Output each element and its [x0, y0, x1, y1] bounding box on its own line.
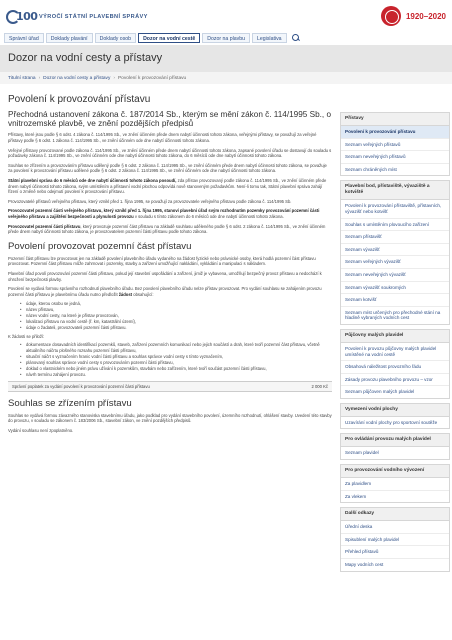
sidebar-item[interactable]: Povolení k provozování přístavu: [341, 126, 449, 139]
sidebar-group-odkazy: [340, 507, 450, 571]
list-item: • název vodní cesty, na které je přístav provozován,: [20, 313, 332, 319]
nav-tab-dozor-plavbu[interactable]: Dozor na plavbu: [202, 33, 250, 43]
sidebar-group-title: Vymezení vodní plochy: [341, 404, 449, 417]
sidebar-item[interactable]: Seznam neveřejných vývazišť: [341, 269, 449, 282]
nav-tab-doklady-osob[interactable]: Doklady osob: [95, 33, 136, 43]
sidebar-group-pristavy: [340, 112, 450, 176]
sidebar-item[interactable]: Seznam vývazišť: [341, 244, 449, 257]
anniversary-badge: [381, 6, 446, 26]
paragraph-text: zda přístav provozovaný podle zákona č. 114/1995 Sb., ve znění účinném přede dnem nabytí účinnosti tohoto zákona, svým umístěním a přístavní vodní plochou odpovídá nově stanoveným požadavkům. Není-li tomu tak, Státní plavební správa zahájí řízení o změně nebo odejmutí povolení k provozování přístavu.: [8, 177, 327, 195]
breadcrumb-separator-icon: ›: [38, 75, 41, 81]
sidebar-group-title: Pro provozování vodního vývození: [341, 465, 449, 478]
sidebar-item[interactable]: Úřední deska: [341, 521, 449, 534]
sidebar-group-pristaviste: [340, 180, 450, 325]
sidebar-item[interactable]: Seznam chráněných míst: [345, 166, 397, 172]
nav-tab-doklady-plavani[interactable]: Doklady plavání: [46, 33, 93, 43]
sidebar-item[interactable]: Seznam přístavišť: [341, 231, 449, 244]
list-item: • dokumentace dosavadních identifikací pozemků, staveb, zařízení pozemních komunikací nebo jejich součástí a drah, které tvoří pozemní část přístavu, včetně aktuálního náčrtu plošného rozsahu pozemní části přístavu,: [20, 342, 332, 354]
sidebar-item[interactable]: Povolení k provozování přístaviště, přístavních, vývazišť nebo kotvišť: [341, 200, 449, 218]
section-title: Souhlas se zřízením přístavu: [8, 397, 132, 409]
attachments-list: [20, 342, 332, 378]
sidebar-item[interactable]: Seznam půjčoven malých plavidel: [345, 389, 415, 395]
breadcrumb-section[interactable]: Dozor na vodní cesty a přístavy: [43, 75, 111, 81]
list-item: • údaje, kterou osobu se jedná,: [20, 301, 332, 307]
sidebar-group-title: Pro ovládání provozu malých plavidel: [341, 434, 449, 447]
sidebar: [340, 112, 450, 576]
paragraph: Plavební úřad povolí provozování pozemní části přístavu, pokud její stavební uspořádání a zařízení, jimiž je vybavena, umožňují bezpečný provoz přístavu a nedochází k ohrožení bezpečnosti plavby.: [8, 270, 322, 282]
sidebar-item[interactable]: Mapy vodních cest: [345, 562, 384, 568]
sidebar-item[interactable]: Seznam neveřejných přístavů: [341, 151, 449, 164]
sidebar-item[interactable]: Seznam veřejných přístavů: [341, 139, 449, 152]
main-nav: [0, 32, 452, 44]
sidebar-item[interactable]: Zásady provozu plavebního provozu – vzor: [341, 374, 449, 387]
sidebar-item[interactable]: Seznam míst určených pro přechodné stání na hladině vybraných vodních cest: [345, 309, 441, 321]
paragraph: Souhlas se vydává formou závazného stanoviska stavebnímu úřadu, jako podklad pro vydání stavebního povolení, územního rozhodnutí, ohlášení stavby. Uvedení této stavby do provozu, v souladu se zákonem č. 183/2006 Sb., stavební zákon, ve znění pozdějších předpisů.: [8, 412, 332, 424]
sidebar-item[interactable]: Za plavidlem: [341, 478, 449, 491]
anniversary-seal-icon: [381, 6, 401, 26]
paragraph-text: obsahující:: [132, 291, 154, 297]
paragraph: [8, 178, 332, 195]
sidebar-item[interactable]: Seznam plavidel: [345, 450, 379, 456]
paragraph-bold: žádost: [118, 291, 133, 297]
sidebar-group-pujcovny: [340, 329, 450, 399]
list-item: • lokalizaci přístavu na vodní cestě (ř. km, katastrální území),: [20, 319, 332, 325]
paragraph: Přístavy, které jsou podle § 6 odst. 4 zákona č. 114/1995 Sb., ve znění účinném přede dnem nabytí účinnosti tohoto zákona, veřejnými přístavy, se považují za veřejné přístavy podle § 6 odst. 1 zákona č. 114/1995 Sb., ve znění účinném ode dne nabytí účinnosti tohoto zákona.: [8, 132, 317, 143]
sidebar-item[interactable]: Seznam kotvišť: [341, 294, 449, 307]
fee-label: Správní poplatek za vydání povolení k provozování pozemní části přístavu: [12, 383, 150, 389]
nav-tab-legislativa[interactable]: Legislativa: [252, 33, 287, 43]
paragraph: [8, 224, 332, 235]
banner-title: Dozor na vodní cesty a přístavy: [8, 52, 163, 64]
anniversary-years: 1920–2020: [405, 11, 446, 21]
sidebar-item[interactable]: Seznam veřejných vývazišť: [341, 256, 449, 269]
paragraph: Provozovatelé přístavů veřejného přístavu, který vznikl před 1. října 1995, se považují za provozovatele veřejného přístavu podle zákona č. 114/1995 Sb.: [8, 198, 292, 204]
paragraph: [8, 208, 332, 219]
attachments-label: K žádosti se přiloží:: [8, 334, 45, 340]
breadcrumb-home[interactable]: Titulní strana: [8, 75, 36, 81]
sidebar-item[interactable]: Přehled přístavů: [341, 546, 449, 559]
paragraph-text: , který provozuje pozemní část přístavu na základě souhlasu uděleného podle § 6 odst. 2 zákona č. 114/1995 Sb., ve znění účinném přede dnem nabytí účinnosti tohoto zákona, je provozovatelem pozemní části přístavu podle tohoto zákona.: [8, 223, 326, 235]
logo-number: 100: [16, 10, 38, 23]
paragraph-bold: Státní plavební správa do 6 měsíců ode dne nabytí účinnosti tohoto zákona posoudí,: [8, 177, 177, 183]
list-item: • název přístavu,: [20, 307, 332, 313]
fee-value: 2 000 Kč: [311, 383, 328, 389]
logo-text: VÝROČÍ STÁTNÍ PLAVEBNÍ SPRÁVY: [39, 14, 148, 20]
sidebar-group-title: Přístavy: [341, 113, 449, 126]
sidebar-item[interactable]: Seznam vývazišť soukromých: [341, 282, 449, 295]
sidebar-group-vyvozeni: [340, 464, 450, 503]
paragraph-text: v souladu s tímto zákonem do 6 měsíců ode dne nabytí účinnosti tohoto zákona.: [133, 213, 284, 219]
search-icon[interactable]: [291, 33, 301, 43]
paragraph-text: Povolení se vydává formou správního rozhodnutí plavebního úřadu. Bez povolení plavebního úřadu nelze přístav provozovat. Pro vydání souhlasu se zahájením provozu pozemní části přístavu je plavebnímu úřadu nutno předložit: [8, 286, 322, 297]
page-subtitle: Přechodná ustanovení zákona č. 187/2014 Sb., kterým se mění zákon č. 114/1995 Sb., o vnitrozemské plavbě, ve znění pozdějších předpisů: [8, 110, 332, 129]
paragraph: Vydání souhlasu není zpoplatněno.: [8, 428, 74, 434]
main-content: [8, 90, 332, 640]
sidebar-item[interactable]: Za vlekem: [345, 493, 367, 499]
list-item: • údaje o žadateli, provozovateli pozemní části přístavu.: [20, 325, 332, 331]
breadcrumb-current: Povolení k provozování přístavu: [117, 75, 187, 81]
list-item: • doklad o vlastnickém nebo jiném právu užívání k pozemkům, stavbám nebo zařízením, které tvoří součást pozemní části přístavu,: [20, 366, 332, 372]
sidebar-group-vymezeni: [340, 403, 450, 430]
sidebar-group-provoz: [340, 433, 450, 460]
fee-row: [8, 381, 332, 392]
sidebar-item[interactable]: Souhlas s umístěním plovoucího zařízení: [341, 219, 449, 232]
requirements-list: [20, 301, 332, 331]
sidebar-item[interactable]: Uzavírání vodní plochy pro sportovní soutěže: [345, 419, 438, 425]
sidebar-item[interactable]: Povolení k provozu půjčovny malých plavidel umístěné na vodní cestě: [341, 343, 449, 361]
sidebar-item[interactable]: Spisublení malých plavidel: [341, 534, 449, 547]
sidebar-group-title: Další odkazy: [341, 508, 449, 521]
paragraph: Pozemní část přístavu lze provozovat jen na základě povolení plavebního úřadu vydaného na žádost fyzické nebo právnické osoby, která hodlá pozemní část přístavu provozovat. Pozemní část přístavu může zahrnovat i pozemky, stavby a zařízení umožňující nakládání, vykládání a manipulaci s nákladem.: [8, 255, 316, 267]
list-item: • plánovaný souhlas správce vodní cesty s provozováním pozemní části přístavu,: [20, 360, 332, 366]
page-title: Povolení k provozování přístavu: [8, 94, 151, 105]
nav-tab-dozor-vodni-ceste[interactable]: Dozor na vodní cestě: [138, 33, 200, 43]
paragraph-bold: Provozovatel pozemní části veřejného přístavu, který vznikl před 1. října 1995, stanoví plavební úřad svým rozhodnutím pozemky provozování pozemní části veřejného přístavu a zajištění bezpečnosti a plynulosti provozu: [8, 208, 320, 219]
logo[interactable]: [6, 6, 148, 28]
paragraph-bold: Provozovatel pozemní části přístavu: [8, 223, 81, 229]
nav-tab-spravni-urad[interactable]: Správní úřad: [4, 33, 44, 43]
paragraph: Souhlas se zřízením a provozováním přístavu udělený podle § 6 odst. 2 zákona č. 114/1995 Sb., ve znění účinném přede dnem nabytí účinnosti tohoto zákona, se považuje za povolení k provozování přístavu udělené podle § 6 odst. 2 zákona č. 114/1995 Sb., ve znění účinném ode dne nabytí účinnosti tohoto zákona.: [8, 162, 327, 174]
list-item: • návrh termínu zahájení provozu.: [20, 372, 332, 378]
section-title: Povolení provozovat pozemní část přístavu: [8, 240, 192, 252]
page-banner: [0, 45, 452, 72]
list-item: • situační náčrt s vyznačením hranic vodní části přístavu a souhlas správce vodní cesty s tímto vyznačením,: [20, 354, 332, 360]
logo-mark-icon: [6, 10, 36, 24]
paragraph: Veřejné přístavy provozované podle zákona č. 114/1995 Sb., ve znění účinném přede dnem nabytí účinnosti tohoto zákona, zapsané povolení úřadu se dostavují do souladu s požadavky zákona č. 114/1995 Sb., ve znění účinném ode dne nabytí účinnosti tohoto zákona, do 6 měsíců ode dne nabytí účinnosti tohoto zákona.: [8, 147, 332, 159]
breadcrumb-separator-icon: ›: [113, 75, 115, 81]
breadcrumb: [0, 72, 452, 84]
site-header: [0, 0, 452, 32]
sidebar-item[interactable]: Obsahová náležitost provozního řádu: [341, 361, 449, 374]
sidebar-group-title: Plavební bod, přístaviště, vývaziště a kotviště: [341, 181, 449, 200]
paragraph: [8, 286, 332, 297]
sidebar-group-title: Půjčovny malých plavidel: [341, 330, 449, 343]
